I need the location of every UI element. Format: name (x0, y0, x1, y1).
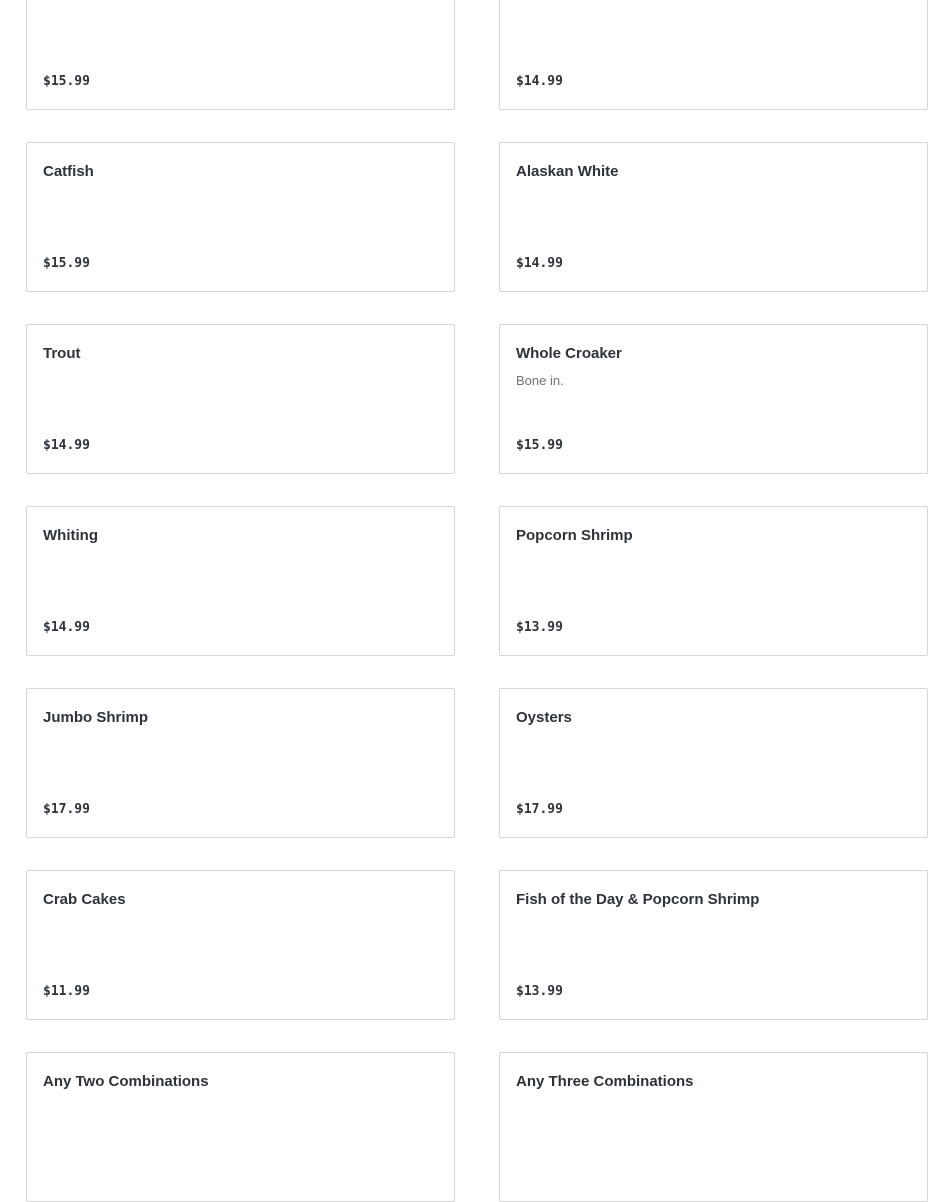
menu-item-name: Fish of the Day & Popcorn Shrimp (516, 891, 760, 908)
menu-item-description: Bone in. (516, 373, 564, 388)
menu-item-name: Any Three Combinations (516, 1073, 694, 1090)
menu-item-price: $14.99 (43, 620, 90, 635)
menu-item-card[interactable] (499, 1052, 928, 1202)
menu-item-card[interactable] (26, 688, 455, 838)
menu-item-price: $13.99 (516, 620, 563, 635)
menu-item-card[interactable] (499, 506, 928, 656)
menu-item-card[interactable] (26, 142, 455, 292)
menu-item-grid (26, 0, 928, 1202)
menu-item-card[interactable] (499, 688, 928, 838)
menu-item-price: $14.99 (516, 256, 563, 271)
menu-item-card[interactable] (26, 1052, 455, 1202)
menu-item-price: $17.99 (516, 802, 563, 817)
menu-item-name: Catfish (43, 163, 94, 180)
menu-item-name: Whole Croaker (516, 345, 622, 362)
menu-item-name: Popcorn Shrimp (516, 527, 633, 544)
menu-item-card[interactable] (26, 324, 455, 474)
menu-item-price: $11.99 (43, 984, 90, 999)
menu-item-card[interactable] (499, 0, 928, 110)
menu-item-card[interactable] (26, 506, 455, 656)
menu-item-card[interactable] (26, 0, 455, 110)
menu-item-price: $13.99 (516, 984, 563, 999)
menu-item-name: Whiting (43, 527, 98, 544)
menu-item-name: Trout (43, 345, 81, 362)
menu-item-card[interactable] (499, 324, 928, 474)
menu-item-name: Any Two Combinations (43, 1073, 209, 1090)
menu-item-price: $14.99 (516, 74, 563, 89)
menu-item-price: $15.99 (43, 74, 90, 89)
menu-item-price: $15.99 (43, 256, 90, 271)
menu-item-price: $15.99 (516, 438, 563, 453)
menu-item-card[interactable] (499, 870, 928, 1020)
menu-item-name: Crab Cakes (43, 891, 126, 908)
menu-item-price: $17.99 (43, 802, 90, 817)
menu-item-price: $14.99 (43, 438, 90, 453)
menu-item-name: Jumbo Shrimp (43, 709, 149, 726)
menu-item-card[interactable] (499, 142, 928, 292)
menu-item-name: Alaskan White (516, 163, 619, 180)
menu-item-name: Oysters (516, 709, 572, 726)
menu-item-card[interactable] (26, 870, 455, 1020)
